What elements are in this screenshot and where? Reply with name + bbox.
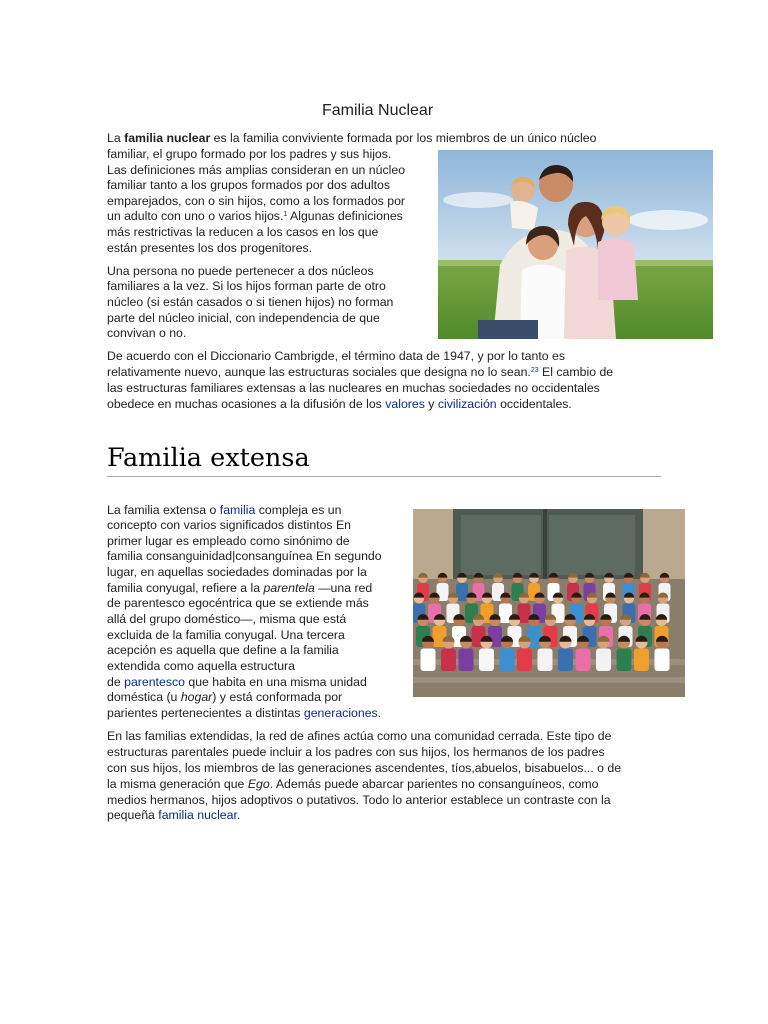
bold-term: familia nuclear <box>124 131 211 145</box>
paragraph-line: las estructuras familiares extensas a las nucleares en muchas sociedades no occidentales <box>107 381 600 395</box>
paragraph-line: En las familias extendidas, la red de afines actúa como una comunidad cerrada. Este tipo de <box>107 729 612 743</box>
text: . <box>236 808 241 822</box>
text: obedece en muchas ocasiones a la difusión de los <box>107 397 386 411</box>
link-civilizacion[interactable]: civilización <box>437 397 497 411</box>
text: familia conyugal, refiere a la <box>107 581 264 595</box>
text: que habita en una misma unidad <box>184 675 367 689</box>
text: doméstica (u <box>107 690 181 704</box>
text: relativamente nuevo, aunque las estructuras sociales que designa no lo sean. <box>107 365 531 379</box>
text: Algunas definiciones <box>287 209 403 223</box>
paragraph-line: Las definiciones más amplias consideran en un núcleo <box>107 163 406 177</box>
person-body <box>441 649 456 672</box>
person-body <box>617 649 632 672</box>
link-parentesco[interactable]: parentesco <box>124 675 185 689</box>
paragraph-line: con sus hijos, los miembros de las generaciones ascendentes, tíos,abuelos, bisabuelos... o de <box>107 761 622 775</box>
paragraph-line: parte del núcleo inicial, con independencia de que <box>107 311 380 325</box>
paragraph-line: familiar tanto a los grupos formados por dos adultos <box>107 178 390 192</box>
paragraph-line: estructuras parentales puede incluir a los padres con sus hijos, los hermanos de los padres <box>107 745 605 759</box>
paragraph-line: familia consanguinidad|consanguínea En segundo <box>107 549 382 563</box>
person-body <box>479 649 494 672</box>
link-valores[interactable]: valores <box>385 397 425 411</box>
paragraph-line <box>107 581 372 597</box>
text: . <box>377 706 382 720</box>
person-body <box>596 649 611 672</box>
person-body <box>655 649 670 672</box>
text: . Además puede abarcar parientes no consanguíneos, como <box>269 777 599 791</box>
paragraph-line: familiares a la vez. Si los hijos forman parte de otro <box>107 279 386 293</box>
text: es la familia conviviente formada por los miembros de un único núcleo <box>210 131 597 145</box>
text: La <box>107 131 125 145</box>
paragraph-line: Una persona no puede pertenecer a dos núcleos <box>107 264 374 278</box>
paragraph-line: medios hermanos, hijos adoptivos o putativos. Todo lo anterior establece un contraste con la <box>107 793 611 807</box>
text: un adulto con uno o varios hijos. <box>107 209 284 223</box>
paragraph-line: De acuerdo con el Diccionario Cambrigde, el término data de 1947, y por lo tanto es <box>107 349 565 363</box>
paragraph-line <box>107 397 572 413</box>
text: parientes pertenecientes a distintas <box>107 706 304 720</box>
section-title-familia-extensa: Familia extensa <box>107 442 661 477</box>
text: —una red <box>314 581 373 595</box>
text: occidentales. <box>496 397 572 411</box>
person-body <box>459 649 474 672</box>
text: La familia extensa o <box>107 503 220 517</box>
person-body <box>558 649 573 672</box>
nuclear-family-photo-drawing <box>438 150 713 339</box>
text: de <box>107 675 125 689</box>
text: compleja es un <box>255 503 342 517</box>
section-title-familia-nuclear: Familia Nuclear <box>322 102 434 119</box>
person-body <box>634 649 649 672</box>
person-body <box>576 649 591 672</box>
text: ) y está conformada por <box>212 690 343 704</box>
text: y <box>424 397 438 411</box>
paragraph-line: primer lugar es empleado como sinónimo de <box>107 534 350 548</box>
italic-term: parentela <box>263 581 315 595</box>
link-generaciones[interactable]: generaciones <box>303 706 378 720</box>
text: la misma generación que <box>107 777 248 791</box>
paragraph-line: extendida como aquella estructura <box>107 659 295 673</box>
nuclear-family-photo <box>438 150 713 339</box>
paragraph-line: acepción es aquella que define a la familia <box>107 643 339 657</box>
footnote-ref[interactable]: 23 <box>530 367 539 374</box>
extended-family-photo <box>413 509 685 697</box>
italic-term: Ego <box>247 777 270 791</box>
paragraph-line <box>107 808 240 824</box>
person-body <box>421 649 436 672</box>
paragraph-line <box>107 209 403 225</box>
paragraph-line <box>107 690 342 706</box>
paragraph-line: lugar, en aquellas sociedades dominadas por la <box>107 565 367 579</box>
link-familia-nuclear[interactable]: familia nuclear <box>158 808 237 822</box>
paragraph-line: allá del grupo doméstico—, misma que está <box>107 612 347 626</box>
paragraph-line <box>107 365 613 381</box>
text: pequeña <box>107 808 159 822</box>
person-body <box>538 649 553 672</box>
text: El cambio de <box>538 365 614 379</box>
link-familia[interactable]: familia <box>219 503 256 517</box>
paragraph-line <box>107 777 599 793</box>
paragraph-line <box>107 131 596 147</box>
paragraph-line: de parentesco egocéntrica que se extiende más <box>107 596 369 610</box>
paragraph-line: familiar, el grupo formado por los padres y sus hijos. <box>107 147 392 161</box>
extended-family-photo-drawing <box>413 509 685 697</box>
footnote-ref[interactable]: 1 <box>283 211 288 218</box>
person-body <box>500 649 515 672</box>
italic-term: hogar <box>180 690 213 704</box>
paragraph-line: convivan o no. <box>107 326 187 340</box>
paragraph-line: concepto con varios significados distintos En <box>107 518 352 532</box>
paragraph-line <box>107 675 367 691</box>
paragraph-line: núcleo (si están casados o si tienen hijos) no forman <box>107 295 394 309</box>
paragraph-line: están presentes los dos progenitores. <box>107 241 313 255</box>
paragraph-line: excluida de la familia conyugal. Una tercera <box>107 628 345 642</box>
person-body <box>517 649 532 672</box>
paragraph-line <box>107 503 341 519</box>
paragraph-line <box>107 706 381 722</box>
paragraph-line: más restrictivas la reducen a los casos en los que <box>107 225 379 239</box>
paragraph-line: emparejados, con o sin hijos, como a los formados por <box>107 194 406 208</box>
